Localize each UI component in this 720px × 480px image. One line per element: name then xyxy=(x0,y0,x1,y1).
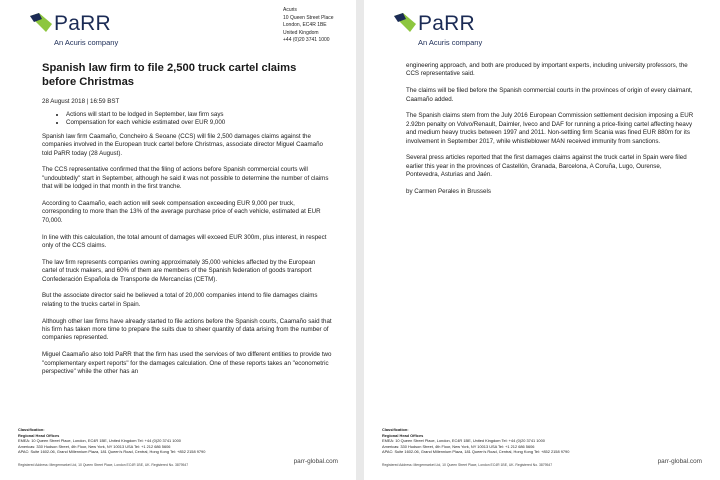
bullet-item: • Actions will start to be lodged in September, law firm says xyxy=(66,111,332,119)
paragraph: The CCS representative confirmed that the filing of actions before Spanish commercial courts will "undoubtedly" start in September, although he said it was not possible to determine the number of claims that will be lodged in that month in the first tranche. xyxy=(42,166,329,191)
article-body-page-1 xyxy=(42,62,332,385)
address-line: 10 Queen Street Place xyxy=(283,14,334,21)
paragraph: Several press articles reported that the first damages claims against the truck cartel in Spain were filed earlier this year in the provinces of Castellón, Granada, Barcelona, A Coruña, Lugo, Ourense, Pontevedra, Asturias and Jaén. xyxy=(406,154,687,179)
paragraph: The law firm represents companies owning approximately 35,000 vehicles affected by the European cartel of truck makers, and 60% of them are members of the Spanish federation of goods transport Confederación Española de Transporte de Mercancías (CETM). xyxy=(42,258,316,283)
address-block xyxy=(283,7,334,45)
brand-tagline: An Acuris company xyxy=(418,38,483,47)
parr-chevron-icon xyxy=(30,10,52,34)
parr-logo xyxy=(30,10,170,50)
article-title: Spanish law firm to file 2,500 truck cartel claims before Christmas xyxy=(42,62,297,88)
paragraph: Spanish law firm Caamaño, Concheiro & Seoane (CCS) will file 2,500 damages claims against the companies involved in the European truck cartel before Christmas, associate director Miguel Caamaño told PaRR today (28 August). xyxy=(42,132,323,157)
website-link[interactable]: parr-global.com xyxy=(293,458,338,465)
address-line: United Kingdom xyxy=(283,29,319,36)
brand-tagline: An Acuris company xyxy=(54,38,119,47)
paragraph: Miguel Caamaño also told PaRR that the firm has used the services of two different entities to provide two "complementary expert reports" for the damages calculation. One of these reports takes an "econometric perspective" while the other has an xyxy=(42,351,332,376)
brand-name: PaRR xyxy=(418,12,475,35)
paragraph: engineering approach, and both are produced by important experts, including university professors, the CCS representative said. xyxy=(406,62,688,78)
page-footer xyxy=(18,427,338,468)
classification-label: Classification: xyxy=(382,427,409,433)
office-apac: APAC: Suite 1602-06, Grand Millennium Plaza, 181 Queen's Road, Central, Hong Kong Tel: +852 2158 9790 xyxy=(18,449,206,455)
address-line: Acuris xyxy=(283,7,297,13)
office-emea: EMEA: 10 Queen Street Place, London, EC4R 1BE, United Kingdom Tel: +44 (0)20 3741 1000 xyxy=(18,438,181,444)
office-apac: APAC: Suite 1602-06, Grand Millennium Plaza, 181 Queen's Road, Central, Hong Kong Tel: +852 2158 9790 xyxy=(382,449,570,455)
address-line: London, EC4R 1BE xyxy=(283,22,327,29)
byline: by Carmen Perales in Brussels xyxy=(406,188,491,196)
parr-chevron-icon xyxy=(394,10,416,34)
classification-label: Classification: xyxy=(18,427,45,433)
offices-label: Regional Head Offices xyxy=(18,432,60,438)
bullet-item: • Compensation for each vehicle estimated over EUR 9,000 xyxy=(66,119,332,127)
address-line: +44 (0)20 3741 1000 xyxy=(283,37,330,44)
article-body-page-2 xyxy=(406,62,696,205)
offices-label: Regional Head Offices xyxy=(382,432,424,438)
paragraph: According to Caamaño, each action will seek compensation exceeding EUR 9,000 per truck, corresponding to more than the 13% of the average purchase price of each vehicle, estimated at EUR 70,000. xyxy=(42,200,321,224)
article-bullets xyxy=(66,111,332,128)
page-footer xyxy=(382,427,702,468)
brand-name: PaRR xyxy=(54,12,111,35)
paragraph: In line with this calculation, the total amount of damages will exceed EUR 300m, plus interest, in respect only of the CCS claims. xyxy=(42,233,327,250)
paragraph: But the associate director said he believed a total of 20,000 companies intend to file damages claims relating to the trucks cartel in Spain. xyxy=(42,292,318,308)
document-page-2 xyxy=(364,0,720,480)
parr-logo xyxy=(394,10,534,50)
paragraph: The claims will be filed before the Spanish commercial courts in the provinces of origin of every claimant, Caamaño added. xyxy=(406,87,693,103)
office-americas: Americas: 330 Hudson Street, 4th Floor, New York, NY 10013 USA Tel: +1 212 686 5606 xyxy=(18,443,171,449)
article-dateline: 28 August 2018 | 16:59 BST xyxy=(42,98,120,105)
office-emea: EMEA: 10 Queen Street Place, London, EC4R 1BE, United Kingdom Tel: +44 (0)20 3741 1000 xyxy=(382,438,545,444)
paragraph: Although other law firms have already started to file actions before the Spanish courts, Caamaño said that his firm has taken more time to prepare the suits due to sheer quantity of data arising from the number of companies represented. xyxy=(42,317,332,342)
document-page-1 xyxy=(0,0,356,480)
website-link[interactable]: parr-global.com xyxy=(657,458,702,465)
registered-address: Registered Address: Mergermarket Ltd, 10 Queen Street Place, London EC4R 1BE, UK. Registered No. 3879547 xyxy=(18,463,189,467)
office-americas: Americas: 330 Hudson Street, 4th Floor, New York, NY 10013 USA Tel: +1 212 686 5606 xyxy=(382,443,535,449)
paragraph: The Spanish claims stem from the July 2016 European Commission settlement decision imposing a EUR 2.92bn penalty on Volvo/Renault, Daimler, Iveco and DAF for running a price-fixing cartel affecting heavy and medium heavy trucks between 1997 and 2011. Non-settling firm Scania was fined EUR 880m for its involvement in September 2017, while whistleblower MAN received immunity from sanctions. xyxy=(406,112,694,145)
registered-address: Registered Address: Mergermarket Ltd, 10 Queen Street Place, London EC4R 1BE, UK. Registered No. 3879547 xyxy=(382,463,553,467)
